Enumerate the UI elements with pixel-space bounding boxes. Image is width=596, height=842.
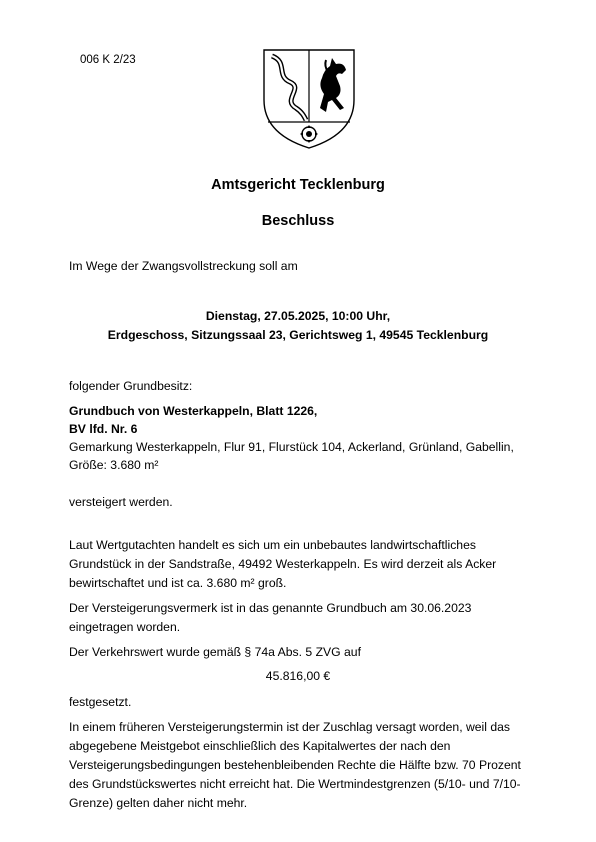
frueher-line-2: abgegebene Meistgebot einschließlich des Kapitalwertes der nach den bbox=[69, 739, 451, 753]
wertgutachten-line-2: Grundstück in der Sandstraße, 49492 Westerkappeln. Es wird derzeit als Acker bbox=[69, 557, 497, 571]
frueher-line-4: des Grundstückswertes nicht erreicht hat. Die Wertmindestgrenzen (5/10- und 7/10- bbox=[69, 777, 521, 791]
vermerk-line-2: eingetragen worden. bbox=[69, 620, 181, 634]
verkehrswert-value: 45.816,00 € bbox=[265, 669, 331, 683]
appointment-date: Dienstag, 27.05.2025, 10:00 Uhr, bbox=[205, 309, 391, 323]
versteigert-text: versteigert werden. bbox=[69, 495, 173, 509]
coat-of-arms-icon bbox=[258, 42, 360, 152]
wertgutachten-line-1: Laut Wertgutachten handelt es sich um ein unbebautes landwirtschaftliches bbox=[69, 538, 476, 552]
bv-line: BV lfd. Nr. 6 bbox=[69, 422, 138, 436]
frueher-line-5: Grenze) gelten daher nicht mehr. bbox=[69, 796, 248, 810]
gemarkung-line-1: Gemarkung Westerkappeln, Flur 91, Flurstück 104, Ackerland, Grünland, Gabellin, bbox=[69, 440, 514, 454]
court-title: Amtsgericht Tecklenburg bbox=[211, 177, 385, 193]
property-label: folgender Grundbesitz: bbox=[69, 379, 193, 393]
frueher-line-3: Versteigerungsbedingungen bestehenbleibenden Rechte die Hälfte bzw. 70 Prozent bbox=[69, 758, 521, 772]
document-type-title: Beschluss bbox=[261, 213, 335, 229]
grundbuch-line: Grundbuch von Westerkappeln, Blatt 1226, bbox=[69, 404, 318, 418]
verkehrswert-intro: Der Verkehrswert wurde gemäß § 74a Abs. 5 ZVG auf bbox=[69, 645, 361, 659]
intro-text: Im Wege der Zwangsvollstreckung soll am bbox=[69, 259, 298, 273]
appointment-place: Erdgeschoss, Sitzungssaal 23, Gerichtsweg 1, 49545 Tecklenburg bbox=[107, 328, 489, 342]
wertgutachten-line-3: bewirtschaftet und ist ca. 3.680 m² groß. bbox=[69, 576, 287, 590]
aktenzeichen: 006 K 2/23 bbox=[80, 54, 136, 66]
vermerk-line-1: Der Versteigerungsvermerk ist in das genannte Grundbuch am 30.06.2023 bbox=[69, 601, 472, 615]
festgesetzt-text: festgesetzt. bbox=[69, 695, 132, 709]
gemarkung-line-2: Größe: 3.680 m² bbox=[69, 458, 159, 472]
frueher-line-1: In einem früheren Versteigerungstermin ist der Zuschlag versagt worden, weil das bbox=[69, 720, 510, 734]
